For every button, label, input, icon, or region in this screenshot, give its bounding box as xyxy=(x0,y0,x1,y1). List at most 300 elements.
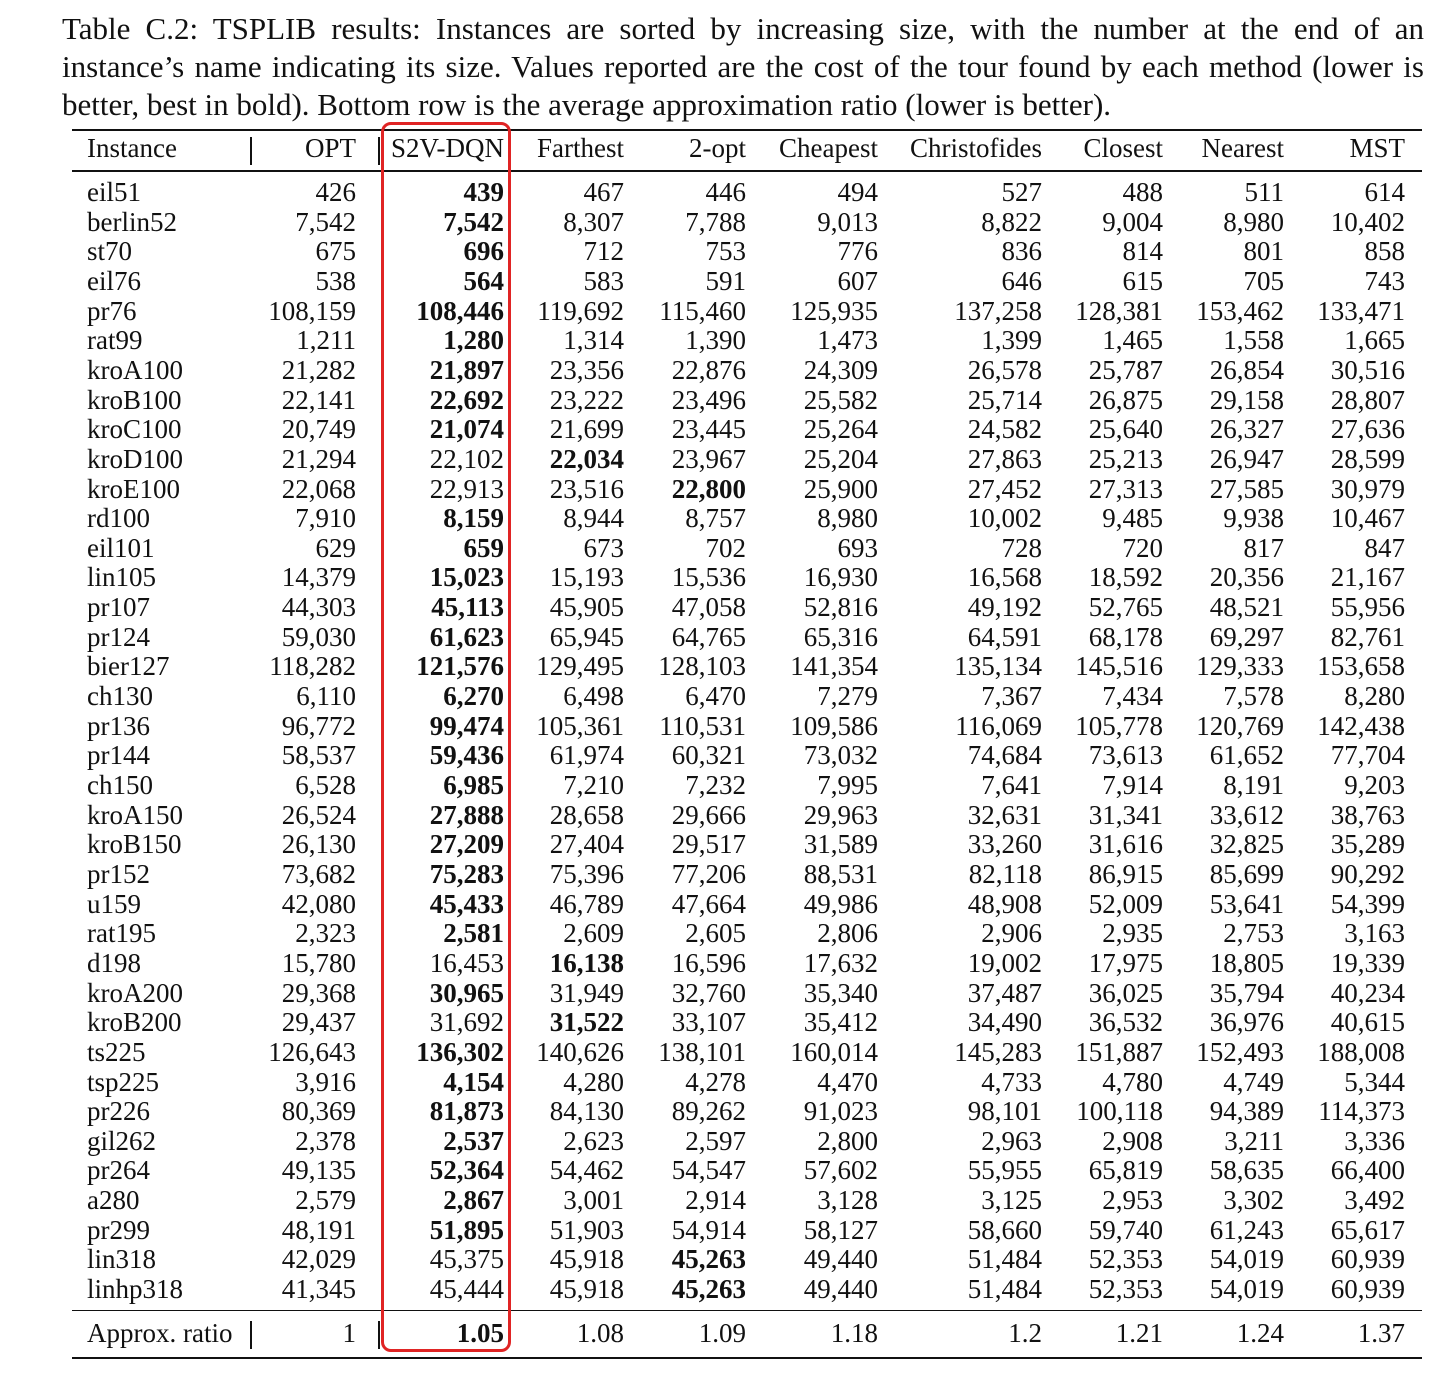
value-cell: 1,280 xyxy=(443,325,504,356)
table-row xyxy=(72,979,1422,1009)
value-cell: 3,125 xyxy=(981,1185,1042,1216)
value-cell: 6,498 xyxy=(563,681,624,712)
table-row xyxy=(72,771,1422,801)
table-row xyxy=(72,1186,1422,1216)
value-cell: 52,816 xyxy=(803,592,878,623)
value-cell: 817 xyxy=(1243,532,1284,563)
value-cell: 57,602 xyxy=(803,1155,878,1186)
value-cell: 19,339 xyxy=(1330,947,1405,978)
value-cell: 720 xyxy=(1122,532,1163,563)
value-cell: 20,749 xyxy=(281,414,356,445)
value-cell: 7,232 xyxy=(685,770,746,800)
value-cell: 18,805 xyxy=(1209,947,1284,978)
row-label-cell: pr264 xyxy=(87,1155,150,1186)
value-cell: 2,935 xyxy=(1102,918,1163,949)
table-row xyxy=(72,919,1422,949)
value-cell: 2,800 xyxy=(817,1125,878,1156)
row-label-cell: rd100 xyxy=(87,503,150,534)
value-cell: 145,516 xyxy=(1075,651,1163,682)
value-cell: 89,262 xyxy=(671,1096,746,1127)
value-cell: 3,128 xyxy=(817,1185,878,1216)
row-label-cell: linhp318 xyxy=(87,1274,184,1305)
value-cell: 108,159 xyxy=(268,295,356,326)
value-cell: 29,368 xyxy=(281,977,356,1008)
value-cell: 51,484 xyxy=(967,1274,1042,1305)
value-cell: 52,353 xyxy=(1088,1274,1163,1305)
table-rule xyxy=(72,1357,1422,1359)
value-cell: 24,582 xyxy=(967,414,1042,445)
value-cell: 75,283 xyxy=(429,858,504,889)
value-cell: 118,282 xyxy=(269,651,356,682)
value-cell: 31,949 xyxy=(549,977,624,1008)
value-cell: 136,302 xyxy=(416,1036,504,1067)
value-cell: 27,404 xyxy=(549,829,624,860)
value-cell: 1,473 xyxy=(817,325,878,356)
value-cell: 693 xyxy=(837,532,878,563)
value-cell: 19,002 xyxy=(967,947,1042,978)
row-label-cell: Approx. ratio xyxy=(87,1317,233,1348)
value-cell: 27,636 xyxy=(1330,414,1405,445)
value-cell: 27,863 xyxy=(967,443,1042,474)
table-caption: Table C.2: TSPLIB results: Instances are sorted by increasing size, with the number at the end of an instance’s name indicating its size. Values reported are the cost of the tour found by each method (lower is better, best in bold). Bottom row is the average approximation ratio (lower is better). xyxy=(62,11,1424,122)
value-cell: 66,400 xyxy=(1330,1155,1405,1186)
value-cell: 467 xyxy=(583,177,624,207)
value-cell: 36,025 xyxy=(1088,977,1163,1008)
value-cell: 1,211 xyxy=(296,325,356,356)
table-row xyxy=(72,890,1422,920)
value-cell: 31,589 xyxy=(803,829,878,860)
column-separator xyxy=(378,137,380,165)
value-cell: 15,780 xyxy=(281,947,356,978)
row-label-cell: pr226 xyxy=(87,1096,150,1127)
value-cell: 4,154 xyxy=(443,1066,504,1097)
value-cell: 10,002 xyxy=(967,503,1042,534)
value-cell: 8,757 xyxy=(685,503,746,534)
approx-ratio-row xyxy=(72,1319,1422,1349)
value-cell: 2,906 xyxy=(981,918,1042,949)
value-cell: 135,134 xyxy=(954,651,1042,682)
value-cell: 21,167 xyxy=(1330,562,1405,593)
value-cell: 33,260 xyxy=(967,829,1042,860)
value-cell: 60,939 xyxy=(1330,1274,1405,1305)
value-cell: 3,336 xyxy=(1344,1125,1405,1156)
value-cell: 128,381 xyxy=(1075,295,1163,326)
value-cell: 8,280 xyxy=(1344,681,1405,712)
value-cell: 1.24 xyxy=(1236,1317,1284,1348)
value-cell: 446 xyxy=(705,177,746,207)
value-cell: 615 xyxy=(1122,265,1163,296)
value-cell: 61,623 xyxy=(429,621,504,652)
table-row xyxy=(72,1038,1422,1068)
value-cell: 52,353 xyxy=(1088,1244,1163,1275)
value-cell: 140,626 xyxy=(536,1036,624,1067)
value-cell: 776 xyxy=(837,236,878,267)
table-row xyxy=(72,563,1422,593)
value-cell: 82,761 xyxy=(1330,621,1405,652)
value-cell: 29,666 xyxy=(671,799,746,830)
value-cell: 27,313 xyxy=(1088,473,1163,504)
table-row xyxy=(72,475,1422,505)
value-cell: 25,900 xyxy=(803,473,878,504)
value-cell: 9,938 xyxy=(1223,503,1284,534)
value-cell: 1.18 xyxy=(830,1317,878,1348)
value-cell: 65,945 xyxy=(549,621,624,652)
value-cell: OPT xyxy=(304,133,356,163)
value-cell: 4,733 xyxy=(981,1066,1042,1097)
value-cell: 26,130 xyxy=(281,829,356,860)
row-label-cell: pr299 xyxy=(87,1214,150,1245)
value-cell: 25,204 xyxy=(803,443,878,474)
value-cell: 659 xyxy=(463,532,504,563)
value-cell: 17,632 xyxy=(803,947,878,978)
value-cell: 31,522 xyxy=(549,1007,624,1038)
table-row xyxy=(72,267,1422,297)
value-cell: 54,462 xyxy=(549,1155,624,1186)
value-cell: 109,586 xyxy=(790,710,878,741)
value-cell: 3,211 xyxy=(1224,1125,1284,1156)
row-label-cell: pr144 xyxy=(87,740,150,771)
value-cell: 10,402 xyxy=(1330,206,1405,237)
value-cell: 23,967 xyxy=(671,443,746,474)
value-cell: 27,452 xyxy=(967,473,1042,504)
value-cell: 32,760 xyxy=(671,977,746,1008)
value-cell: 646 xyxy=(1001,265,1042,296)
value-cell: 7,641 xyxy=(981,770,1042,800)
value-cell: 675 xyxy=(315,236,356,267)
row-label-cell: kroD100 xyxy=(87,443,183,474)
value-cell: 8,191 xyxy=(1223,770,1284,800)
table-row xyxy=(72,326,1422,356)
value-cell: 26,578 xyxy=(967,354,1042,385)
table-row xyxy=(72,801,1422,831)
row-label-cell: st70 xyxy=(87,236,133,267)
value-cell: 2,323 xyxy=(295,918,356,949)
value-cell: 42,080 xyxy=(281,888,356,919)
row-label-cell: kroA150 xyxy=(87,799,183,830)
value-cell: 7,367 xyxy=(981,681,1042,712)
value-cell: 21,282 xyxy=(281,354,356,385)
value-cell: 6,528 xyxy=(295,770,356,800)
value-cell: 22,692 xyxy=(429,384,504,415)
value-cell: 27,585 xyxy=(1209,473,1284,504)
value-cell: 54,019 xyxy=(1209,1244,1284,1275)
value-cell: 23,516 xyxy=(549,473,624,504)
table-rule xyxy=(72,170,1422,172)
value-cell: 129,333 xyxy=(1196,651,1284,682)
row-label-cell: ch130 xyxy=(87,681,153,712)
value-cell: 1 xyxy=(342,1317,356,1348)
value-cell: 23,445 xyxy=(671,414,746,445)
value-cell: 59,030 xyxy=(281,621,356,652)
value-cell: 64,765 xyxy=(671,621,746,652)
value-cell: Nearest xyxy=(1201,133,1284,163)
value-cell: 2,867 xyxy=(443,1185,504,1216)
value-cell: 488 xyxy=(1122,177,1163,207)
value-cell: 116,069 xyxy=(955,710,1042,741)
value-cell: 614 xyxy=(1364,177,1405,207)
value-cell: 137,258 xyxy=(954,295,1042,326)
value-cell: 22,876 xyxy=(671,354,746,385)
header-row xyxy=(72,134,1422,164)
value-cell: 1,558 xyxy=(1223,325,1284,356)
value-cell: 7,578 xyxy=(1223,681,1284,712)
table-row xyxy=(72,534,1422,564)
value-cell: 86,915 xyxy=(1088,858,1163,889)
value-cell: 6,985 xyxy=(443,770,504,800)
value-cell: 28,599 xyxy=(1330,443,1405,474)
value-cell: 188,008 xyxy=(1317,1036,1405,1067)
value-cell: 51,903 xyxy=(549,1214,624,1245)
row-label-cell: Instance xyxy=(87,133,177,163)
table-row xyxy=(72,504,1422,534)
value-cell: 27,209 xyxy=(429,829,504,860)
row-label-cell: pr124 xyxy=(87,621,150,652)
value-cell: 4,780 xyxy=(1102,1066,1163,1097)
value-cell: 54,399 xyxy=(1330,888,1405,919)
table-row xyxy=(72,237,1422,267)
table-row xyxy=(72,830,1422,860)
row-label-cell: lin105 xyxy=(87,562,157,593)
row-label-cell: pr152 xyxy=(87,858,150,889)
value-cell: 114,373 xyxy=(1318,1096,1405,1127)
value-cell: 35,289 xyxy=(1330,829,1405,860)
value-cell: 119,692 xyxy=(537,295,624,326)
value-cell: 2,753 xyxy=(1223,918,1284,949)
value-cell: 27,888 xyxy=(429,799,504,830)
value-cell: 45,113 xyxy=(431,592,504,623)
value-cell: 728 xyxy=(1001,532,1042,563)
value-cell: 75,396 xyxy=(549,858,624,889)
value-cell: 801 xyxy=(1243,236,1284,267)
row-label-cell: kroA100 xyxy=(87,354,183,385)
row-label-cell: kroB150 xyxy=(87,829,182,860)
value-cell: 426 xyxy=(315,177,356,207)
value-cell: 1.21 xyxy=(1115,1317,1163,1348)
value-cell: 26,524 xyxy=(281,799,356,830)
value-cell: 41,345 xyxy=(281,1274,356,1305)
value-cell: 32,825 xyxy=(1209,829,1284,860)
value-cell: 753 xyxy=(705,236,746,267)
value-cell: 1.09 xyxy=(698,1317,746,1348)
value-cell: 8,980 xyxy=(1223,206,1284,237)
table-row xyxy=(72,741,1422,771)
value-cell: 128,103 xyxy=(658,651,746,682)
value-cell: 65,316 xyxy=(803,621,878,652)
value-cell: 45,433 xyxy=(429,888,504,919)
value-cell: 607 xyxy=(837,265,878,296)
value-cell: 6,270 xyxy=(443,681,504,712)
value-cell: 23,222 xyxy=(549,384,624,415)
value-cell: 25,640 xyxy=(1088,414,1163,445)
value-cell: 7,542 xyxy=(295,206,356,237)
value-cell: 35,412 xyxy=(803,1007,878,1038)
value-cell: 84,130 xyxy=(549,1096,624,1127)
value-cell: 65,819 xyxy=(1088,1155,1163,1186)
value-cell: 91,023 xyxy=(803,1096,878,1127)
value-cell: 2,597 xyxy=(685,1125,746,1156)
value-cell: 26,327 xyxy=(1209,414,1284,445)
value-cell: 28,658 xyxy=(549,799,624,830)
value-cell: 8,159 xyxy=(443,503,504,534)
value-cell: 32,631 xyxy=(967,799,1042,830)
value-cell: 527 xyxy=(1001,177,1042,207)
value-cell: 494 xyxy=(837,177,878,207)
value-cell: 54,019 xyxy=(1209,1274,1284,1305)
value-cell: 31,341 xyxy=(1088,799,1163,830)
value-cell: 133,471 xyxy=(1317,295,1405,326)
row-label-cell: kroB200 xyxy=(87,1007,182,1038)
value-cell: 58,635 xyxy=(1209,1155,1284,1186)
value-cell: 145,283 xyxy=(954,1036,1042,1067)
value-cell: 439 xyxy=(463,177,504,207)
value-cell: 100,118 xyxy=(1076,1096,1163,1127)
value-cell: 2,605 xyxy=(685,918,746,949)
value-cell: 23,356 xyxy=(549,354,624,385)
table-row xyxy=(72,712,1422,742)
table-row xyxy=(72,1245,1422,1275)
table-row xyxy=(72,386,1422,416)
value-cell: 48,191 xyxy=(281,1214,356,1245)
value-cell: 25,264 xyxy=(803,414,878,445)
value-cell: 21,294 xyxy=(281,443,356,474)
row-label-cell: pr107 xyxy=(87,592,150,623)
value-cell: 85,699 xyxy=(1209,858,1284,889)
table-row xyxy=(72,949,1422,979)
table-row xyxy=(72,652,1422,682)
row-label-cell: rat99 xyxy=(87,325,143,356)
value-cell: 49,135 xyxy=(281,1155,356,1186)
value-cell: 51,484 xyxy=(967,1244,1042,1275)
value-cell: 25,213 xyxy=(1088,443,1163,474)
value-cell: 45,918 xyxy=(549,1274,624,1305)
value-cell: 7,910 xyxy=(295,503,356,534)
value-cell: 26,854 xyxy=(1209,354,1284,385)
table-row xyxy=(72,297,1422,327)
value-cell: 836 xyxy=(1001,236,1042,267)
value-cell: 60,321 xyxy=(671,740,746,771)
value-cell: 59,740 xyxy=(1088,1214,1163,1245)
value-cell: 22,800 xyxy=(671,473,746,504)
value-cell: 8,980 xyxy=(817,503,878,534)
value-cell: Christofides xyxy=(910,133,1042,163)
value-cell: 73,682 xyxy=(281,858,356,889)
value-cell: 49,440 xyxy=(803,1274,878,1305)
value-cell: 1,390 xyxy=(685,325,746,356)
value-cell: 16,453 xyxy=(429,947,504,978)
value-cell: 34,490 xyxy=(967,1007,1042,1038)
value-cell: 2-opt xyxy=(689,133,746,163)
row-label-cell: eil76 xyxy=(87,265,141,296)
value-cell: 25,714 xyxy=(967,384,1042,415)
value-cell: 45,263 xyxy=(671,1244,746,1275)
value-cell: 35,340 xyxy=(803,977,878,1008)
row-label-cell: eil101 xyxy=(87,532,155,563)
row-label-cell: a280 xyxy=(87,1185,140,1216)
value-cell: 55,955 xyxy=(967,1155,1042,1186)
value-cell: 2,908 xyxy=(1102,1125,1163,1156)
value-cell: 49,192 xyxy=(967,592,1042,623)
value-cell: 29,158 xyxy=(1209,384,1284,415)
value-cell: 38,763 xyxy=(1330,799,1405,830)
table-row xyxy=(72,415,1422,445)
value-cell: 1.37 xyxy=(1357,1317,1405,1348)
value-cell: 1.2 xyxy=(1008,1317,1042,1348)
value-cell: 105,361 xyxy=(536,710,624,741)
row-label-cell: lin318 xyxy=(87,1244,157,1275)
value-cell: 673 xyxy=(583,532,624,563)
row-label-cell: u159 xyxy=(87,888,141,919)
value-cell: 120,769 xyxy=(1196,710,1284,741)
value-cell: 108,446 xyxy=(416,295,504,326)
value-cell: 24,309 xyxy=(803,354,878,385)
value-cell: 26,947 xyxy=(1209,443,1284,474)
value-cell: 45,918 xyxy=(549,1244,624,1275)
value-cell: 36,532 xyxy=(1088,1007,1163,1038)
value-cell: 743 xyxy=(1364,265,1405,296)
value-cell: 46,789 xyxy=(549,888,624,919)
value-cell: 68,178 xyxy=(1088,621,1163,652)
value-cell: 53,641 xyxy=(1209,888,1284,919)
table-row xyxy=(72,1216,1422,1246)
value-cell: 564 xyxy=(463,265,504,296)
value-cell: 29,437 xyxy=(281,1007,356,1038)
value-cell: 58,660 xyxy=(967,1214,1042,1245)
value-cell: 4,278 xyxy=(685,1066,746,1097)
value-cell: 7,210 xyxy=(563,770,624,800)
value-cell: 60,939 xyxy=(1330,1244,1405,1275)
value-cell: 45,905 xyxy=(549,592,624,623)
value-cell: 20,356 xyxy=(1209,562,1284,593)
value-cell: 7,434 xyxy=(1102,681,1163,712)
value-cell: 2,806 xyxy=(817,918,878,949)
table-rule xyxy=(72,1310,1422,1312)
value-cell: 15,193 xyxy=(549,562,624,593)
value-cell: 21,074 xyxy=(429,414,504,445)
column-separator xyxy=(250,1321,252,1349)
value-cell: 1,465 xyxy=(1102,325,1163,356)
value-cell: S2V-DQN xyxy=(390,133,504,163)
value-cell: 94,389 xyxy=(1209,1096,1284,1127)
table-row xyxy=(72,1008,1422,1038)
value-cell: 125,935 xyxy=(790,295,878,326)
value-cell: 69,297 xyxy=(1209,621,1284,652)
value-cell: 45,263 xyxy=(671,1274,746,1305)
row-label-cell: pr76 xyxy=(87,295,137,326)
table-row xyxy=(72,208,1422,238)
value-cell: 9,004 xyxy=(1102,206,1163,237)
value-cell: 115,460 xyxy=(659,295,746,326)
column-separator xyxy=(378,1321,380,1349)
value-cell: 583 xyxy=(583,265,624,296)
value-cell: 47,664 xyxy=(671,888,746,919)
value-cell: 65,617 xyxy=(1330,1214,1405,1245)
value-cell: 591 xyxy=(705,265,746,296)
value-cell: 3,916 xyxy=(295,1066,356,1097)
value-cell: 22,034 xyxy=(549,443,624,474)
value-cell: Closest xyxy=(1083,133,1163,163)
value-cell: 1,665 xyxy=(1344,325,1405,356)
value-cell: 141,354 xyxy=(790,651,878,682)
value-cell: 55,956 xyxy=(1330,592,1405,623)
value-cell: 105,778 xyxy=(1075,710,1163,741)
value-cell: 6,110 xyxy=(296,681,356,712)
value-cell: 1.08 xyxy=(576,1317,624,1348)
value-cell: 15,023 xyxy=(429,562,504,593)
value-cell: 2,581 xyxy=(443,918,504,949)
value-cell: 26,875 xyxy=(1088,384,1163,415)
value-cell: 538 xyxy=(315,265,356,296)
row-label-cell: ts225 xyxy=(87,1036,146,1067)
